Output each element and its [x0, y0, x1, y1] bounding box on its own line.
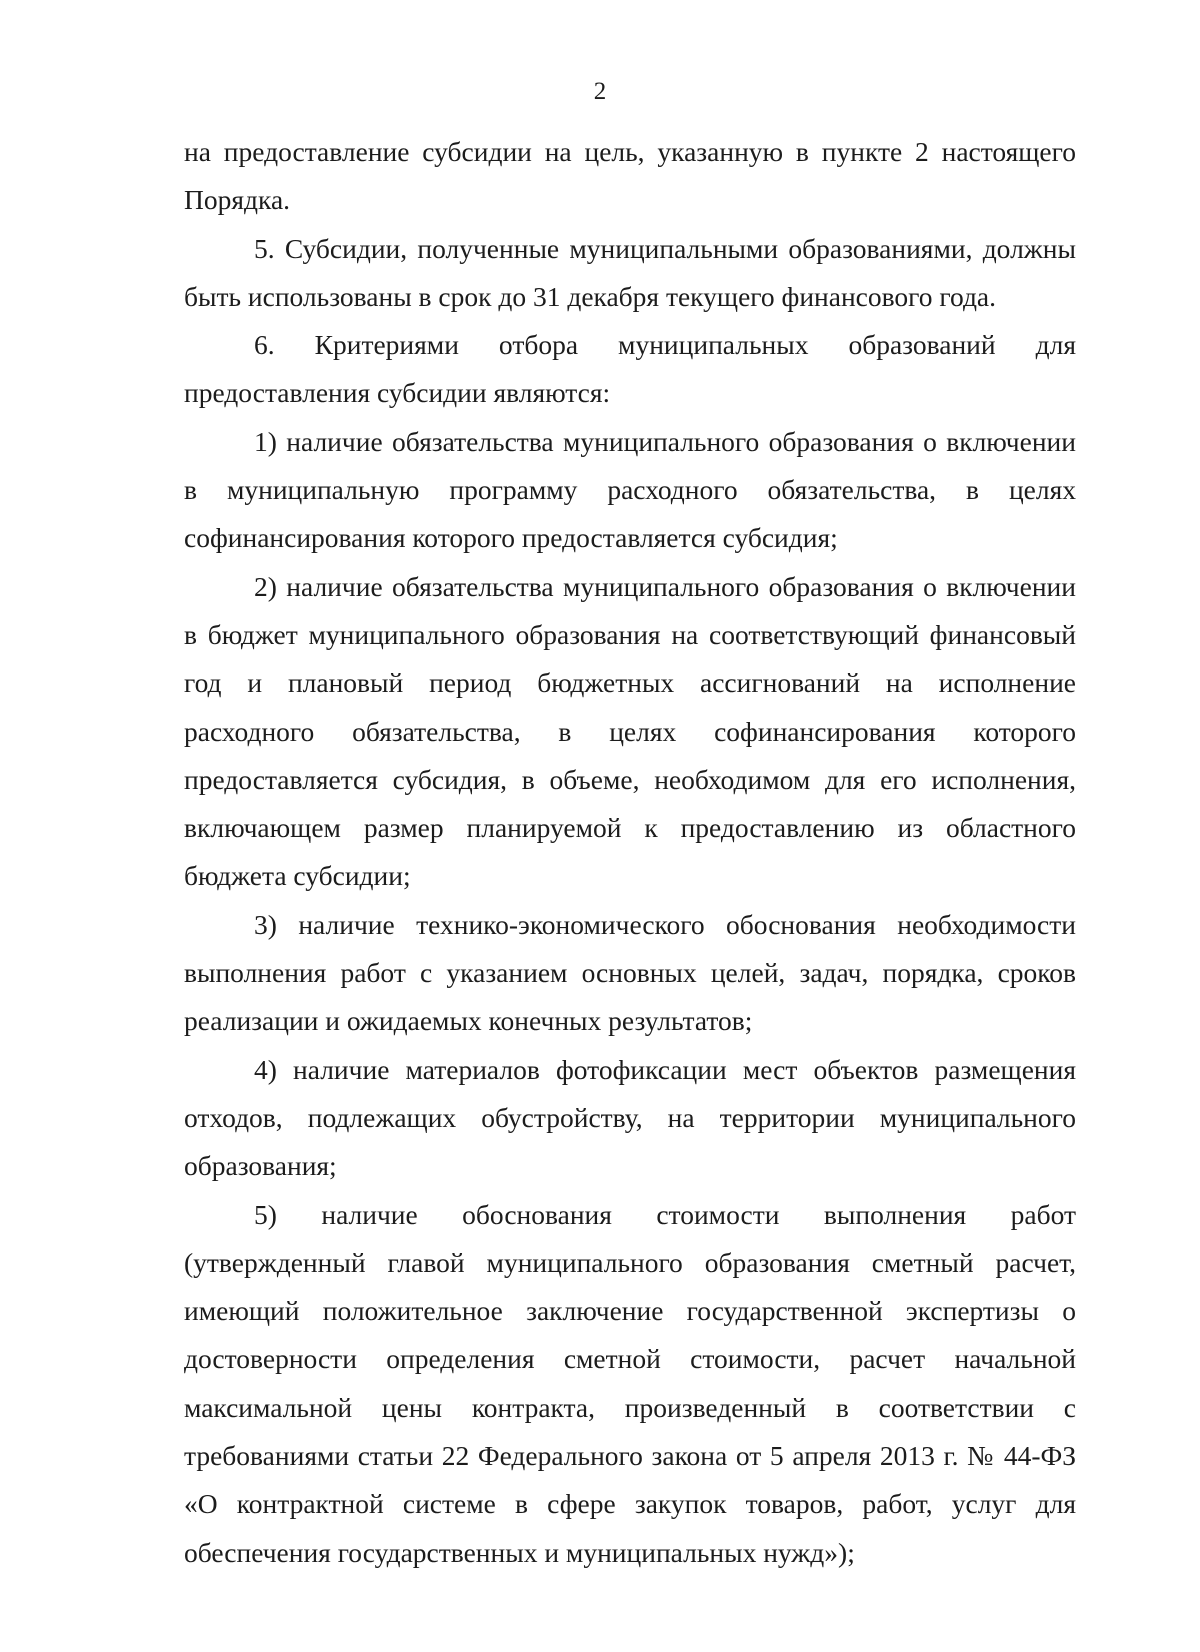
page-number: 2 — [593, 78, 607, 105]
paragraph-item-5: 5. Субсидии, полученные муниципальными образованиями, должны быть использованы в срок до 31 декабря текущего финансового года. — [184, 232, 1076, 312]
document-body — [184, 128, 1076, 1577]
criterion-1: 1) наличие обязательства муниципального образования о включении в муниципальную программу расходного обязательства, в целях софинансирования которого предоставляется субсидия; — [184, 425, 1076, 554]
paragraph-continuation: на предоставление субсидии на цель, указанную в пункте 2 настоящего Порядка. — [184, 136, 1076, 216]
paragraph-item-6: 6. Критериями отбора муниципальных образований для предоставления субсидии являются: — [184, 329, 1076, 409]
criterion-4: 4) наличие материалов фотофиксации мест объектов размещения отходов, подлежащих обустройству, на территории муниципального образования; — [184, 1053, 1076, 1182]
criterion-3: 3) наличие технико-экономического обоснования необходимости выполнения работ с указанием основных целей, задач, порядка, сроков реализации и ожидаемых конечных результатов; — [184, 908, 1076, 1037]
criterion-2: 2) наличие обязательства муниципального образования о включении в бюджет муниципального образования на соответствующий финансовый год и плановый период бюджетных ассигнований на исполнение расходного обязательства, в целях софинансирования которого предоставляется субсидия, в объеме, необходимом для его исполнения, включающем размер планируемой к предоставлению из областного бюджета субсидии; — [184, 570, 1076, 892]
criterion-5: 5) наличие обоснования стоимости выполнения работ (утвержденный главой муниципального образования сметный расчет, имеющий положительное заключение государственной экспертизы о достоверности определения сметной стоимости, расчет начальной максимальной цены контракта, произведенный в соответствии с требованиями статьи 22 Федерального закона от 5 апреля 2013 г. № 44-ФЗ «О контрактной системе в сфере закупок товаров, работ, услуг для обеспечения государственных и муниципальных нужд»); — [184, 1198, 1076, 1568]
